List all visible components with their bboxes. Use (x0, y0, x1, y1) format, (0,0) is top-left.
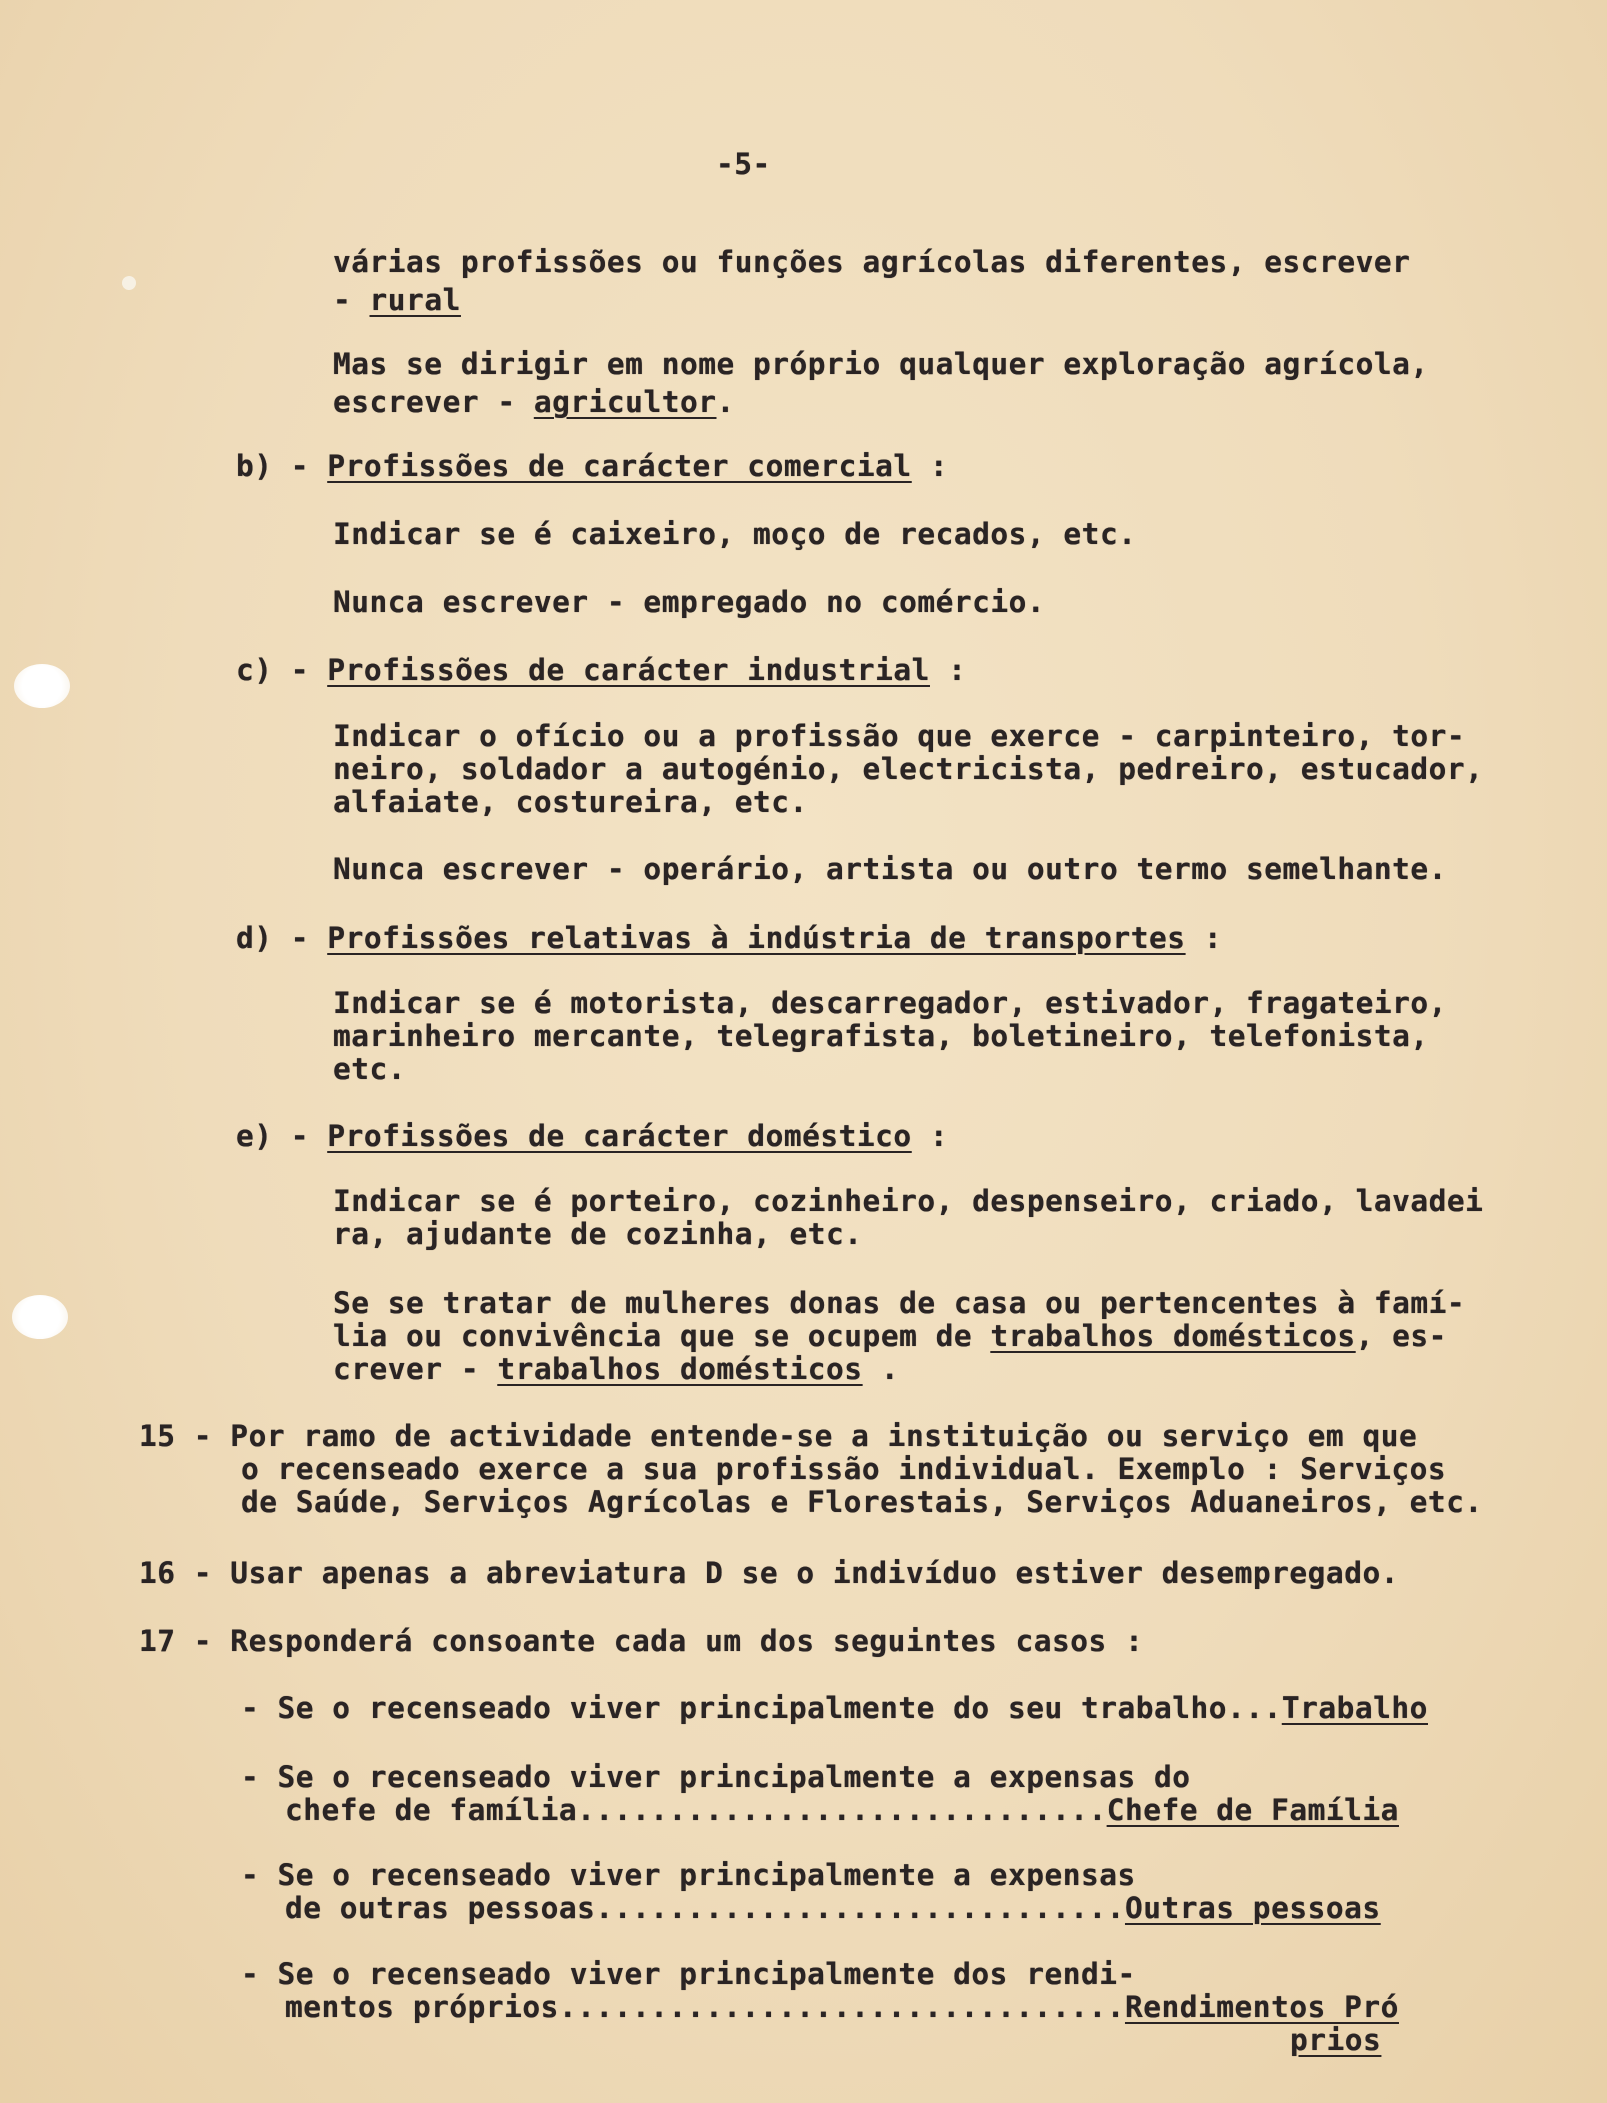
text-line: neiro, soldador a autogénio, electricista, pedreiro, estucador, (333, 752, 1484, 786)
underlined-term: Profissões de carácter doméstico (327, 1119, 912, 1153)
text-line: - rural (333, 283, 461, 317)
text-line: Indicar se é motorista, descarregador, estivador, fragateiro, (333, 986, 1447, 1020)
option-line (1290, 2022, 1381, 2058)
text-line: de Saúde, Serviços Agrícolas e Florestais, Serviços Aduaneiros, etc. (241, 1485, 1483, 1519)
section-heading-b: b) - Profissões de carácter comercial : (236, 449, 949, 483)
option-line: - Se o recenseado viver principalmente a expensas do (241, 1760, 1191, 1794)
text-line: Indicar se é caixeiro, moço de recados, etc. (333, 517, 1137, 551)
text-line: Indicar o ofício ou a profissão que exerce - carpinteiro, tor- (333, 719, 1466, 753)
item-17: 17 - Responderá consoante cada um dos seguintes casos : (139, 1624, 1144, 1658)
option-line: mentos próprios...............................Rendimentos Pró (285, 1990, 1399, 2024)
option-line: chefe de família.............................Chefe de Família (285, 1793, 1399, 1827)
text-line: Se se tratar de mulheres donas de casa ou pertencentes à famí- (333, 1286, 1466, 1320)
underlined-term: trabalhos domésticos (497, 1352, 863, 1386)
text-line: crever - trabalhos domésticos . (333, 1352, 900, 1386)
text-line: Mas se dirigir em nome próprio qualquer exploração agrícola, (333, 347, 1429, 381)
underlined-term: Chefe de Família (1106, 1793, 1399, 1827)
item-15: 15 - Por ramo de actividade entende-se a instituição ou serviço em que (139, 1419, 1418, 1453)
underlined-term: trabalhos domésticos (990, 1319, 1356, 1353)
item-16: 16 - Usar apenas a abreviatura D se o indivíduo estiver desempregado. (139, 1556, 1399, 1590)
underlined-term: Profissões de carácter comercial (327, 449, 912, 483)
text-line: etc. (333, 1052, 407, 1086)
text-line: Indicar se é porteiro, cozinheiro, despenseiro, criado, lavadei (333, 1184, 1484, 1218)
underlined-term: Profissões de carácter industrial (327, 653, 930, 687)
underlined-term: Trabalho (1281, 1691, 1428, 1725)
text-line: Nunca escrever - operário, artista ou outro termo semelhante. (333, 852, 1447, 886)
punch-hole (12, 1295, 68, 1339)
paper-spot (122, 276, 136, 290)
text-line: marinheiro mercante, telegrafista, boletineiro, telefonista, (333, 1019, 1429, 1053)
underlined-term: Rendimentos Pró (1124, 1990, 1399, 2024)
text-line: várias profissões ou funções agrícolas diferentes, escrever (333, 245, 1411, 279)
text-line: lia ou convivência que se ocupem de trabalhos domésticos, es- (333, 1319, 1447, 1353)
text-line: alfaiate, costureira, etc. (333, 785, 808, 819)
underlined-term: Outras pessoas (1124, 1891, 1381, 1925)
section-heading-c: c) - Profissões de carácter industrial : (236, 653, 967, 687)
text-line: Nunca escrever - empregado no comércio. (333, 585, 1046, 619)
text-line: escrever - agricultor. (333, 385, 735, 419)
text-line: o recenseado exerce a sua profissão individual. Exemplo : Serviços (241, 1452, 1447, 1486)
option-line: - Se o recenseado viver principalmente do seu trabalho...Trabalho (241, 1691, 1428, 1725)
option-line: - Se o recenseado viver principalmente a expensas (241, 1858, 1136, 1892)
option-line: - Se o recenseado viver principalmente dos rendi- (241, 1957, 1136, 1991)
underlined-term: prios (1290, 2023, 1382, 2057)
underlined-term: rural (369, 283, 461, 317)
section-heading-e: e) - Profissões de carácter doméstico : (236, 1119, 949, 1153)
text-line: ra, ajudante de cozinha, etc. (333, 1217, 863, 1251)
option-line: de outras pessoas.............................Outras pessoas (285, 1891, 1381, 1925)
page-number: -5- (716, 147, 771, 181)
punch-hole (14, 664, 70, 708)
section-heading-d: d) - Profissões relativas à indústria de transportes : (236, 921, 1223, 955)
underlined-term: Profissões relativas à indústria de transportes (327, 921, 1186, 955)
underlined-term: agricultor (533, 385, 717, 419)
